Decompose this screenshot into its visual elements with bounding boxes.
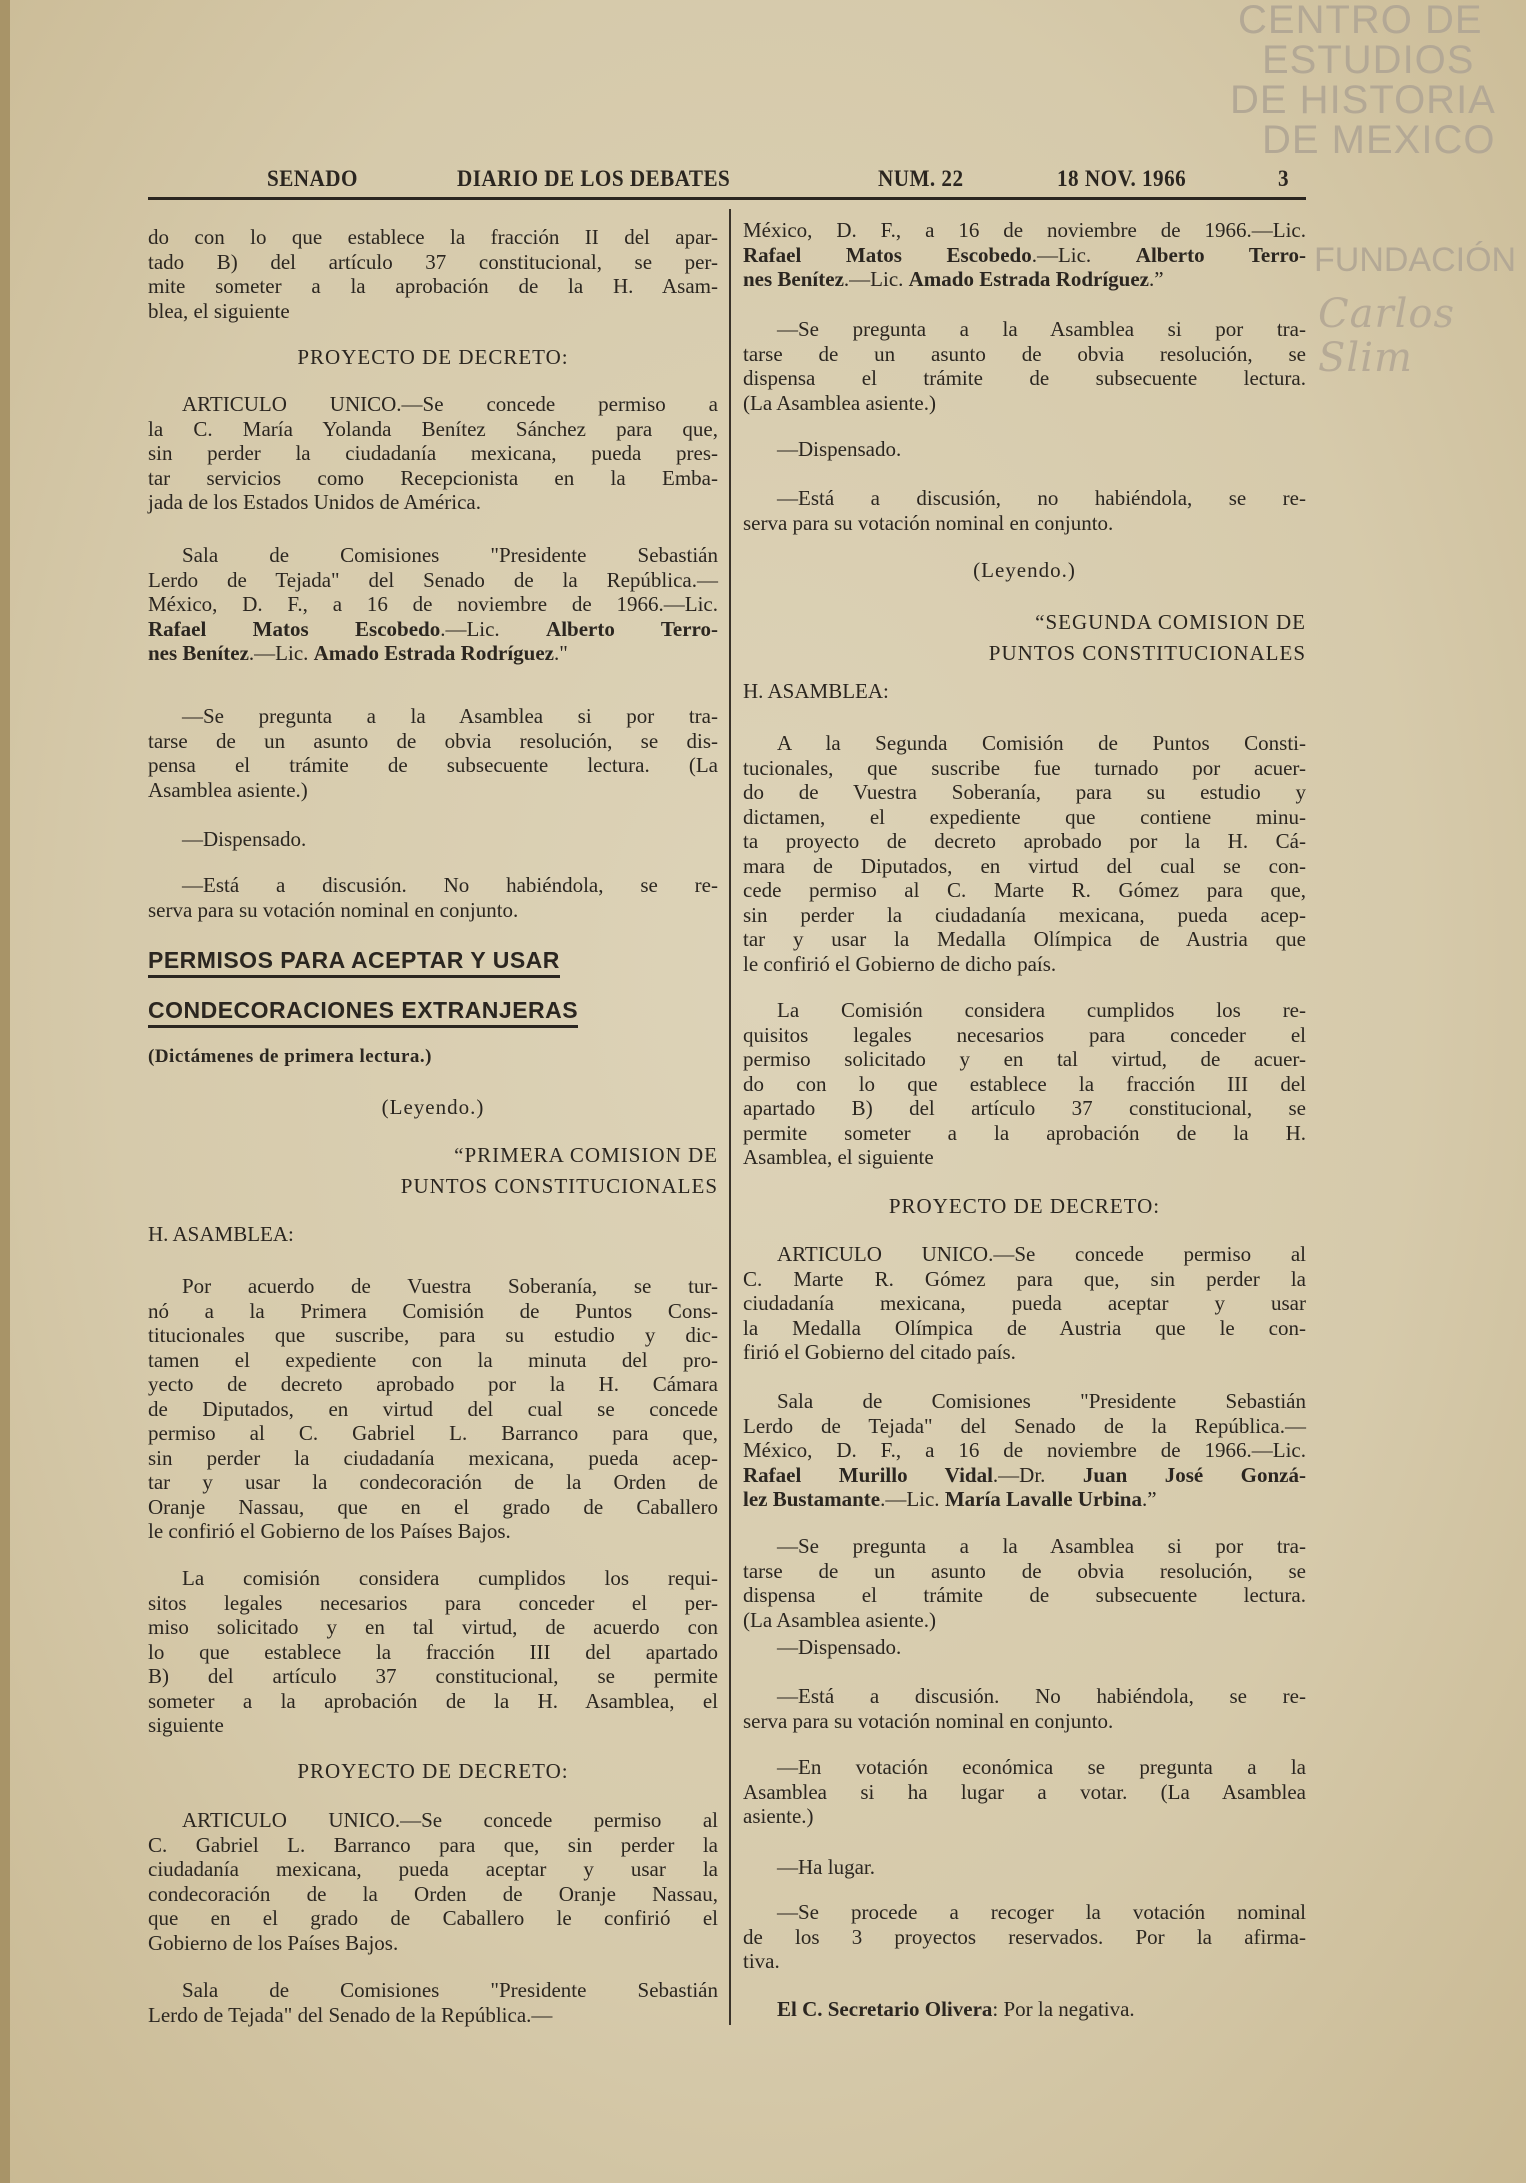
paragraph: [743, 1855, 1306, 1880]
header-number: NUM. 22: [878, 166, 964, 191]
watermark-line: CENTRO DE: [1238, 0, 1483, 42]
paragraph: [148, 1566, 718, 1738]
paragraph: [148, 1808, 718, 1955]
text-line: mite someter a la aprobación de la H. Asam-: [148, 274, 718, 298]
commission-title-line: PUNTOS CONSTITUCIONALES: [988, 641, 1306, 665]
text-line: Rafael Matos Escobedo.—Lic. Alberto Terro-: [148, 616, 718, 641]
text-line: sin perder la ciudadanía mexicana, pueda pres-: [148, 441, 718, 465]
text-line: La Comisión considera cumplidos los re-: [777, 998, 1306, 1022]
watermark-line: DE MEXICO: [1262, 118, 1496, 162]
text-line: ciudadanía mexicana, pueda aceptar y usar: [743, 1291, 1306, 1315]
text-line: (La Asamblea asiente.): [743, 390, 936, 415]
paragraph: [743, 731, 1306, 976]
text-line: permiso al C. Gabriel L. Barranco para que,: [148, 1421, 718, 1445]
text-line: Sala de Comisiones "Presidente Sebastián: [182, 543, 718, 567]
bold-name: El C. Secretario Olivera: [777, 1997, 993, 2021]
watermark-line: DE HISTORIA: [1230, 78, 1496, 122]
text-line: —Dispensado.: [182, 827, 307, 851]
paragraph: [743, 486, 1306, 535]
text-line: apartado B) del artículo 37 constitucional, se: [743, 1096, 1306, 1120]
section-heading-text: CONDECORACIONES EXTRANJERAS: [148, 998, 578, 1028]
text-line: permiso solicitado y en tal virtud, de acuer-: [743, 1047, 1306, 1071]
paragraph: [148, 1274, 718, 1544]
text-line: tarse de un asunto de obvia resolución, se: [743, 341, 1306, 366]
text-line: dispensa el trámite de subsecuente lectura.: [743, 1583, 1306, 1607]
text-line: México, D. F., a 16 de noviembre de 1966.—Lic.: [743, 1438, 1306, 1462]
text-line: B) del artículo 37 constitucional, se permite: [148, 1664, 718, 1688]
bold-name: nes Benítez: [743, 267, 844, 291]
text-line: Rafael Murillo Vidal.—Dr. Juan José Gonzá-: [743, 1462, 1306, 1487]
text-line: sin perder la ciudadanía mexicana, pueda acep-: [743, 902, 1306, 927]
text-line: asiente.): [743, 1804, 814, 1828]
text-line: Asamblea si ha lugar a votar. (La Asamblea: [743, 1779, 1306, 1804]
paragraph: [743, 1900, 1306, 1974]
text-line: —Está a discusión, no habiéndola, se re-: [777, 486, 1306, 510]
text-line: ciudadanía mexicana, pueda aceptar y usar la: [148, 1857, 718, 1881]
bold-name: Rafael Matos Escobedo: [148, 616, 441, 641]
text-line: —Ha lugar.: [777, 1855, 875, 1879]
paragraph: [148, 827, 718, 852]
text-line: Sala de Comisiones "Presidente Sebastián: [182, 1978, 718, 2002]
text-line: tarse de un asunto de obvia resolución, se dis-: [148, 728, 718, 753]
text-line: A la Segunda Comisión de Puntos Consti-: [777, 731, 1306, 755]
text-line: —Se pregunta a la Asamblea si por tra-: [777, 1534, 1306, 1558]
text-line: tamen el expediente con la minuta del pro-: [148, 1347, 718, 1372]
text-line: México, D. F., a 16 de noviembre de 1966.—Lic.: [743, 218, 1306, 242]
paragraph: [743, 679, 1306, 704]
text-line: Por acuerdo de Vuestra Soberanía, se tur-: [182, 1274, 718, 1298]
paragraph: [743, 317, 1306, 415]
text-line: —Dispensado.: [777, 437, 902, 461]
text-line: dictamen, el expediente que contiene minu-: [743, 804, 1306, 829]
page-edge: [0, 0, 10, 2183]
text-line: le confirió el Gobierno de los Países Bajos.: [148, 1519, 511, 1543]
text-line: tar y usar la condecoración de la Orden de: [148, 1470, 718, 1494]
text-line: —Se pregunta a la Asamblea si por tra-: [777, 317, 1306, 341]
text-line: El C. Secretario Olivera: Por la negativa.: [777, 1997, 1135, 2021]
commission-title-line: “SEGUNDA COMISION DE: [1035, 610, 1306, 634]
section-title: (Leyendo.): [381, 1095, 485, 1119]
text-line: pensa el trámite de subsecuente lectura. (La: [148, 753, 718, 777]
text-line: miso solicitado y en tal virtud, de acuerdo con: [148, 1615, 718, 1639]
text-line: serva para su votación nominal en conjunto.: [743, 510, 1114, 535]
header-publication: DIARIO DE LOS DEBATES: [457, 166, 731, 191]
text-line: ARTICULO UNICO.—Se concede permiso al: [777, 1242, 1306, 1266]
commission-title: [743, 607, 1306, 669]
paragraph: [743, 1635, 1306, 1660]
text-line: que en el grado de Caballero le confirió el: [148, 1906, 718, 1930]
bold-name: Amado Estrada Rodríguez: [908, 267, 1149, 291]
text-line: Rafael Matos Escobedo.—Lic. Alberto Terro-: [743, 242, 1306, 267]
header-date: 18 NOV. 1966: [1057, 166, 1187, 191]
paragraph: [743, 1755, 1306, 1829]
text-line: lez Bustamante.—Lic. María Lavalle Urbina.”: [743, 1487, 1157, 1511]
text-line: de los 3 proyectos reservados. Por la afirma-: [743, 1924, 1306, 1949]
text-line: do con lo que establece la fracción II del apar-: [148, 225, 718, 249]
text-line: H. ASAMBLEA:: [743, 679, 889, 703]
text-line: mara de Diputados, en virtud del cual se con-: [743, 853, 1306, 878]
text-line: —En votación económica se pregunta a la: [777, 1755, 1306, 1779]
text-line: Asamblea, el siguiente: [743, 1145, 934, 1169]
text-line: La comisión considera cumplidos los requi-: [182, 1566, 718, 1590]
text-line: México, D. F., a 16 de noviembre de 1966.—Lic.: [148, 592, 718, 616]
paragraph: [148, 543, 718, 666]
commission-title-line: “PRIMERA COMISION DE: [454, 1143, 718, 1167]
text-line: do con lo que establece la fracción III del: [743, 1071, 1306, 1096]
paragraph: [743, 998, 1306, 1170]
text-line: de Diputados, en virtud del cual se concede: [148, 1396, 718, 1421]
text-line: do de Vuestra Soberanía, para su estudio y: [743, 780, 1306, 804]
column-divider: [729, 209, 731, 2025]
text-line: la Medalla Olímpica de Austria que le con-: [743, 1315, 1306, 1340]
text-line: someter a la aprobación de la H. Asamblea, el: [148, 1688, 718, 1713]
text-line: Sala de Comisiones "Presidente Sebastián: [777, 1389, 1306, 1413]
paragraph: [148, 873, 718, 922]
text-line: serva para su votación nominal en conjunto.: [148, 897, 519, 922]
text-line: ARTICULO UNICO.—Se concede permiso al: [182, 1808, 718, 1832]
bold-name: Alberto Terro-: [546, 616, 718, 641]
text-line: blea, el siguiente: [148, 298, 290, 323]
text-line: —Se procede a recoger la votación nominal: [777, 1900, 1306, 1924]
text-line: serva para su votación nominal en conjunto.: [743, 1708, 1114, 1733]
text-line: (La Asamblea asiente.): [743, 1607, 936, 1632]
paragraph: [743, 1389, 1306, 1512]
bold-name: Rafael Murillo Vidal: [743, 1462, 993, 1487]
header-chamber: SENADO: [267, 166, 358, 191]
commission-title: [148, 1140, 718, 1202]
section-title: PROYECTO DE DECRETO:: [297, 1759, 569, 1783]
text-line: ta proyecto de decreto aprobado por la H. Cá-: [743, 829, 1306, 853]
paragraph: [148, 1978, 718, 2027]
text-line: tar y usar la Medalla Olímpica de Austria que: [743, 927, 1306, 951]
bold-name: Amado Estrada Rodríguez: [313, 641, 554, 665]
paragraph: [743, 1534, 1306, 1632]
text-line: ARTICULO UNICO.—Se concede permiso a: [182, 392, 718, 416]
text-line: jada de los Estados Unidos de América.: [148, 490, 482, 514]
text-line: tado B) del artículo 37 constitucional, se per-: [148, 249, 718, 274]
paragraph: [148, 392, 718, 515]
text-line: dispensa el trámite de subsecuente lectura.: [743, 366, 1306, 390]
text-line: Lerdo de Tejada" del Senado de la República.—: [148, 2002, 553, 2027]
section-heading: [148, 998, 718, 1028]
text-line: H. ASAMBLEA:: [148, 1222, 294, 1246]
text-line: cede permiso al C. Marte R. Gómez para que,: [743, 878, 1306, 902]
bold-name: María Lavalle Urbina: [944, 1487, 1142, 1511]
text-line: tarse de un asunto de obvia resolución, se: [743, 1558, 1306, 1583]
text-line: sitos legales necesarios para conceder el per-: [148, 1590, 718, 1615]
header-page-number: 3: [1278, 166, 1290, 191]
text-line: le confirió el Gobierno de dicho país.: [743, 951, 1057, 976]
text-line: titucionales que suscribe, para su estudio y dic-: [148, 1323, 718, 1347]
commission-title-line: PUNTOS CONSTITUCIONALES: [400, 1174, 718, 1198]
text-line: —Está a discusión. No habiéndola, se re-: [777, 1684, 1306, 1708]
paragraph: [148, 225, 718, 323]
text-line: Asamblea asiente.): [148, 777, 308, 802]
text-line: —Dispensado.: [777, 1635, 902, 1659]
watermark-line: ESTUDIOS: [1262, 38, 1475, 82]
text-line: permite someter a la aprobación de la H.: [743, 1120, 1306, 1145]
text-line: la C. María Yolanda Benítez Sánchez para que,: [148, 416, 718, 441]
text-line: nes Benítez.—Lic. Amado Estrada Rodríguez.": [148, 641, 568, 665]
text-line: tucionales, que suscribe fue turnado por acuer-: [743, 755, 1306, 780]
paragraph: [743, 1242, 1306, 1365]
text-line: Gobierno de los Países Bajos.: [148, 1930, 399, 1955]
watermark-foundation: FUNDACIÓN: [1314, 241, 1517, 279]
section-title: (Leyendo.): [973, 558, 1076, 582]
bold-name: Juan José Gonzá-: [1082, 1462, 1306, 1487]
text-line: —Está a discusión. No habiéndola, se re-: [182, 873, 718, 897]
text-line: siguiente: [148, 1713, 224, 1737]
text-line: sin perder la ciudadanía mexicana, pueda acep-: [148, 1445, 718, 1470]
text-line: C. Marte R. Gómez para que, sin perder la: [743, 1266, 1306, 1291]
text-line: condecoración de la Orden de Oranje Nassau,: [148, 1881, 718, 1906]
subheading: (Dictámenes de primera lectura.): [148, 1046, 433, 1067]
text-line: nes Benítez.—Lic. Amado Estrada Rodríguez.”: [743, 267, 1164, 291]
section-title: PROYECTO DE DECRETO:: [888, 1194, 1161, 1218]
header-rule: [148, 197, 1306, 200]
text-line: yecto de decreto aprobado por la H. Cámara: [148, 1372, 718, 1396]
bold-name: Rafael Matos Escobedo: [743, 242, 1032, 267]
bold-name: Alberto Terro-: [1135, 242, 1306, 267]
section-heading-text: PERMISOS PARA ACEPTAR Y USAR: [148, 948, 560, 978]
text-line: Lerdo de Tejada" del Senado de la República.—: [743, 1413, 1306, 1438]
bold-name: lez Bustamante: [743, 1487, 881, 1511]
text-line: tar servicios como Recepcionista en la Emba-: [148, 465, 718, 490]
paragraph: [743, 218, 1306, 292]
text-line: —Se pregunta a la Asamblea si por tra-: [182, 704, 718, 728]
watermark-signature: Carlos Slim: [1318, 291, 1455, 381]
text-line: C. Gabriel L. Barranco para que, sin perder la: [148, 1832, 718, 1857]
text-line: firió el Gobierno del citado país.: [743, 1340, 1016, 1364]
paragraph: [148, 1222, 718, 1247]
text-line: Oranje Nassau, que en el grado de Caballero: [148, 1494, 718, 1519]
paragraph: [743, 437, 1306, 462]
text-line: tiva.: [743, 1949, 780, 1973]
text-line: quisitos legales necesarios para conceder el: [743, 1022, 1306, 1047]
text-line: lo que establece la fracción III del apartado: [148, 1639, 718, 1664]
paragraph: [743, 1997, 1306, 2022]
section-heading: [148, 948, 718, 978]
text-line: nó a la Primera Comisión de Puntos Cons-: [148, 1298, 718, 1323]
paragraph: [148, 704, 718, 802]
paragraph: [743, 1684, 1306, 1733]
bold-name: nes Benítez: [148, 641, 249, 665]
section-title: PROYECTO DE DECRETO:: [297, 345, 569, 369]
text-line: Lerdo de Tejada" del Senado de la República.—: [148, 567, 718, 592]
